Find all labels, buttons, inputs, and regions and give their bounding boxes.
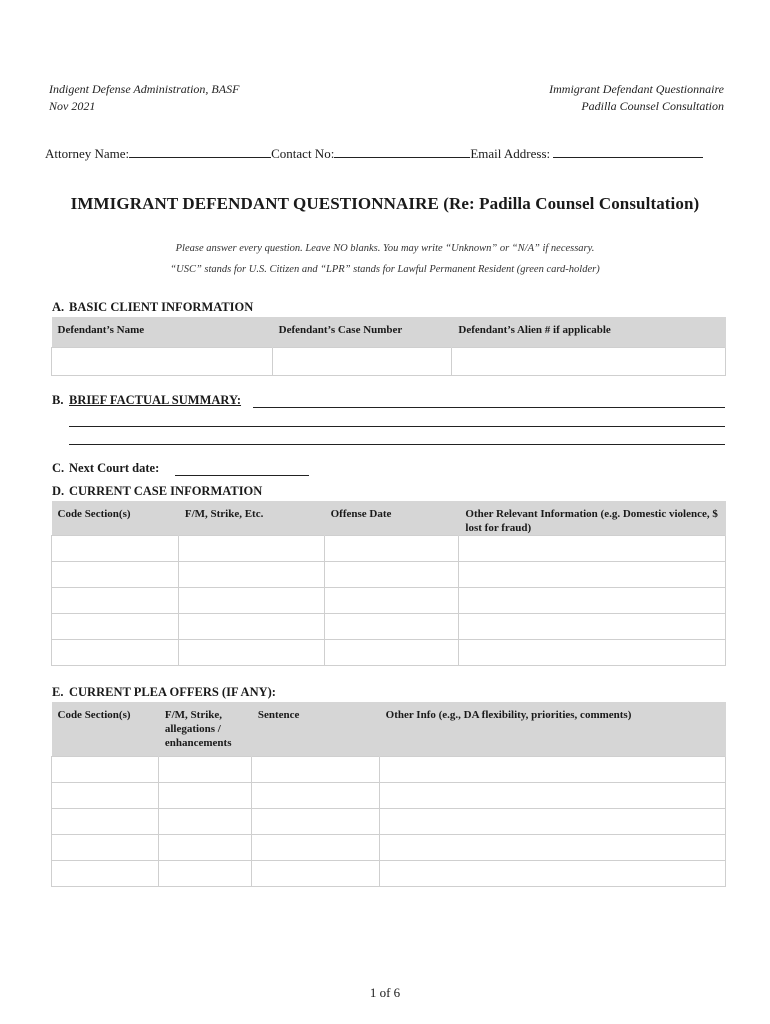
- table-cell[interactable]: [178, 536, 324, 562]
- attorney-name-field[interactable]: [129, 144, 271, 158]
- contact-no-field[interactable]: [334, 144, 470, 158]
- table-cell[interactable]: [459, 562, 726, 588]
- table-row: [52, 756, 726, 782]
- table-row: [52, 347, 726, 375]
- section-c-heading: [52, 461, 159, 476]
- case-number-cell[interactable]: [272, 347, 452, 375]
- next-court-date-field[interactable]: [175, 475, 309, 476]
- col-other-info: Other Relevant Information (e.g. Domestic violence, $ lost for fraud): [459, 501, 726, 536]
- case-info-table: [51, 501, 726, 666]
- attorney-name-label: Attorney Name:: [45, 146, 130, 161]
- col-fm-strike-allegations: F/M, Strike, allegations / enhancements: [158, 702, 251, 756]
- table-cell[interactable]: [158, 860, 251, 886]
- col-code-section: Code Section(s): [52, 702, 159, 756]
- table-row: [52, 536, 726, 562]
- table-cell[interactable]: [251, 782, 379, 808]
- section-d-title: CURRENT CASE INFORMATION: [69, 484, 263, 498]
- table-cell[interactable]: [52, 860, 159, 886]
- table-row: [52, 808, 726, 834]
- summary-line-3[interactable]: [69, 444, 725, 445]
- table-cell[interactable]: [52, 536, 179, 562]
- contact-row: [45, 144, 703, 162]
- org-name: Indigent Defense Administration, BASF: [49, 82, 240, 96]
- table-cell[interactable]: [52, 640, 179, 666]
- section-e-letter: E.: [52, 685, 64, 699]
- section-a-heading: [52, 300, 253, 315]
- section-a-letter: A.: [52, 300, 65, 314]
- table-row: [52, 834, 726, 860]
- instructions-line-2: “USC” stands for U.S. Citizen and “LPR” stands for Lawful Permanent Resident (green card-holder): [170, 264, 600, 275]
- alien-number-cell[interactable]: [452, 347, 726, 375]
- table-cell[interactable]: [379, 860, 725, 886]
- table-cell[interactable]: [379, 782, 725, 808]
- table-cell[interactable]: [379, 834, 725, 860]
- table-row: [52, 860, 726, 886]
- table-cell[interactable]: [379, 808, 725, 834]
- table-row: [52, 614, 726, 640]
- table-cell[interactable]: [52, 782, 159, 808]
- table-cell[interactable]: [178, 562, 324, 588]
- table-cell[interactable]: [251, 860, 379, 886]
- table-row: [52, 588, 726, 614]
- table-cell[interactable]: [324, 640, 459, 666]
- table-cell[interactable]: [178, 614, 324, 640]
- table-cell[interactable]: [52, 562, 179, 588]
- table-row: [52, 640, 726, 666]
- table-cell[interactable]: [324, 562, 459, 588]
- form-name: Immigrant Defendant Questionnaire: [549, 82, 724, 96]
- table-row: [52, 782, 726, 808]
- col-other-info: Other Info (e.g., DA flexibility, priorities, comments): [379, 702, 725, 756]
- table-cell[interactable]: [459, 588, 726, 614]
- col-fm-strike: F/M, Strike, Etc.: [178, 501, 324, 536]
- basic-info-table: [51, 317, 726, 376]
- contact-no-label: Contact No:: [271, 146, 335, 161]
- table-row: [52, 562, 726, 588]
- table-cell[interactable]: [158, 808, 251, 834]
- col-sentence: Sentence: [251, 702, 379, 756]
- table-cell[interactable]: [324, 588, 459, 614]
- summary-line-1[interactable]: [253, 407, 725, 408]
- col-case-number: Defendant’s Case Number: [272, 317, 452, 347]
- section-e-heading: [52, 685, 276, 700]
- table-cell[interactable]: [459, 536, 726, 562]
- table-cell[interactable]: [52, 756, 159, 782]
- section-e-title: CURRENT PLEA OFFERS (IF ANY):: [69, 685, 276, 699]
- section-a-title: BASIC CLIENT INFORMATION: [69, 300, 254, 314]
- section-b-letter: B.: [52, 393, 64, 407]
- defendant-name-cell[interactable]: [52, 347, 273, 375]
- table-cell[interactable]: [52, 588, 179, 614]
- table-cell[interactable]: [52, 614, 179, 640]
- table-cell[interactable]: [178, 640, 324, 666]
- table-cell[interactable]: [324, 614, 459, 640]
- page-title: IMMIGRANT DEFENDANT QUESTIONNAIRE (Re: Padilla Counsel Consultation): [70, 194, 700, 213]
- table-cell[interactable]: [251, 834, 379, 860]
- table-cell[interactable]: [251, 808, 379, 834]
- table-cell[interactable]: [158, 756, 251, 782]
- table-cell[interactable]: [459, 640, 726, 666]
- table-cell[interactable]: [158, 834, 251, 860]
- section-c-letter: C.: [52, 461, 65, 475]
- instructions-line-1: Please answer every question. Leave NO blanks. You may write “Unknown” or “N/A” if necessary.: [175, 243, 595, 254]
- form-date: Nov 2021: [49, 99, 96, 113]
- section-d-heading: [52, 484, 262, 499]
- table-cell[interactable]: [52, 834, 159, 860]
- email-field[interactable]: [553, 144, 703, 158]
- summary-line-2[interactable]: [69, 426, 725, 427]
- plea-offers-table: [51, 702, 726, 887]
- page-number: 1 of 6: [369, 985, 401, 1000]
- col-alien-number: Defendant’s Alien # if applicable: [452, 317, 726, 347]
- form-subtitle: Padilla Counsel Consultation: [581, 99, 724, 113]
- table-cell[interactable]: [52, 808, 159, 834]
- table-cell[interactable]: [158, 782, 251, 808]
- table-cell[interactable]: [178, 588, 324, 614]
- header-right: [549, 81, 724, 115]
- table-cell[interactable]: [324, 536, 459, 562]
- col-code-section: Code Section(s): [52, 501, 179, 536]
- col-defendant-name: Defendant’s Name: [52, 317, 273, 347]
- section-b-heading: [52, 393, 241, 408]
- table-cell[interactable]: [251, 756, 379, 782]
- email-label: Email Address:: [470, 146, 551, 161]
- col-offense-date: Offense Date: [324, 501, 459, 536]
- section-b-title: BRIEF FACTUAL SUMMARY:: [69, 393, 242, 407]
- section-d-letter: D.: [52, 484, 65, 498]
- table-cell[interactable]: [379, 756, 725, 782]
- header-left: [49, 81, 239, 115]
- table-cell[interactable]: [459, 614, 726, 640]
- section-c-title: Next Court date:: [69, 461, 160, 475]
